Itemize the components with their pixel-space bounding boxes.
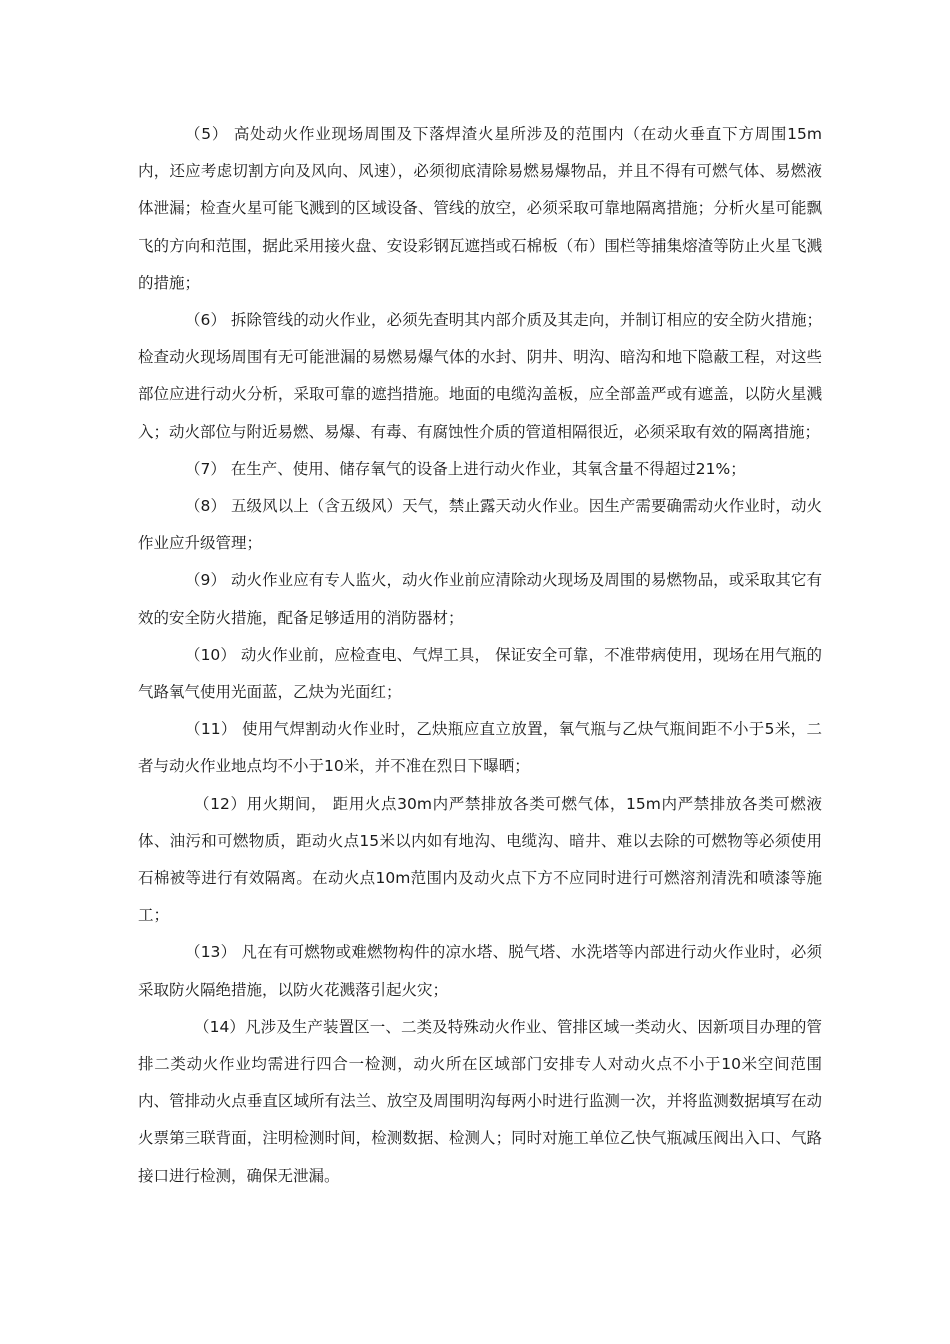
paragraph-item-5: （5） 高处动火作业现场周围及下落焊渣火星所涉及的范围内（在动火垂直下方周围15m内，还应考虑切割方向及风向、风速），必须彻底清除易燃易爆物品，并且不得有可燃气体、易燃液体泄漏；检查火星可能飞溅到的区域设备、管线的放空，必须采取可靠地隔离措施；分析火星可能飘飞的方向和范围，据此采用接火盘、安设彩钢瓦遮挡或石棉板（布）围栏等捕集熔渣等防止火星飞溅的措施； <box>138 125 822 292</box>
paragraph-item-11: （11） 使用气焊割动火作业时，乙炔瓶应直立放置，氧气瓶与乙炔气瓶间距不小于5米，二者与动火作业地点均不小于10米，并不准在烈日下曝晒； <box>138 720 822 776</box>
paragraph-item-8: （8） 五级风以上（含五级风）天气，禁止露天动火作业。因生产需要确需动火作业时，动火作业应升级管理； <box>138 497 822 553</box>
paragraph-item-13: （13） 凡在有可燃物或难燃物构件的凉水塔、脱气塔、水洗塔等内部进行动火作业时，必须采取防火隔绝措施，以防火花溅落引起火灾； <box>138 943 822 999</box>
paragraph-item-14: （14）凡涉及生产装置区一、二类及特殊动火作业、管排区域一类动火、因新项目办理的管排二类动火作业均需进行四合一检测，动火所在区域部门安排专人对动火点不小于10米空间范围内、管排动火点垂直区域所有法兰、放空及周围明沟每两小时进行监测一次，并将监测数据填写在动火票第三联背面，注明检测时间，检测数据、检测人；同时对施工单位乙快气瓶减压阀出入口、气路接口进行检测，确保无泄漏。 <box>138 1017 822 1185</box>
paragraph-item-12: （12）用火期间， 距用火点30m内严禁排放各类可燃气体，15m内严禁排放各类可燃液体、油污和可燃物质，距动火点15米以内如有地沟、电缆沟、暗井、难以去除的可燃物等必须使用石棉被等进行有效隔离。在动火点10m范围内及动火点下方不应同时进行可燃溶剂清洗和喷漆等施工； <box>138 794 822 925</box>
paragraph-item-7: （7） 在生产、使用、储存氧气的设备上进行动火作业，其氧含量不得超过21%； <box>185 459 746 478</box>
paragraph-item-6: （6） 拆除管线的动火作业，必须先查明其内部介质及其走向，并制订相应的安全防火措施；检查动火现场周围有无可能泄漏的易燃易爆气体的水封、阴井、明沟、暗沟和地下隐蔽工程，对这些部位应进行动火分析，采取可靠的遮挡措施。地面的电缆沟盖板，应全部盖严或有遮盖，以防火星溅入；动火部位与附近易燃、易爆、有毒、有腐蚀性介质的管道相隔很近，必须采取有效的隔离措施； <box>138 311 822 441</box>
paragraph-item-10: （10） 动火作业前，应检查电、气焊工具， 保证安全可靠，不准带病使用，现场在用气瓶的气路氧气使用光面蓝，乙炔为光面红； <box>138 645 822 702</box>
document-body <box>138 116 822 1195</box>
paragraph-item-9: （9） 动火作业应有专人监火，动火作业前应清除动火现场及周围的易燃物品，或采取其它有效的安全防火措施，配备足够适用的消防器材； <box>138 571 822 627</box>
